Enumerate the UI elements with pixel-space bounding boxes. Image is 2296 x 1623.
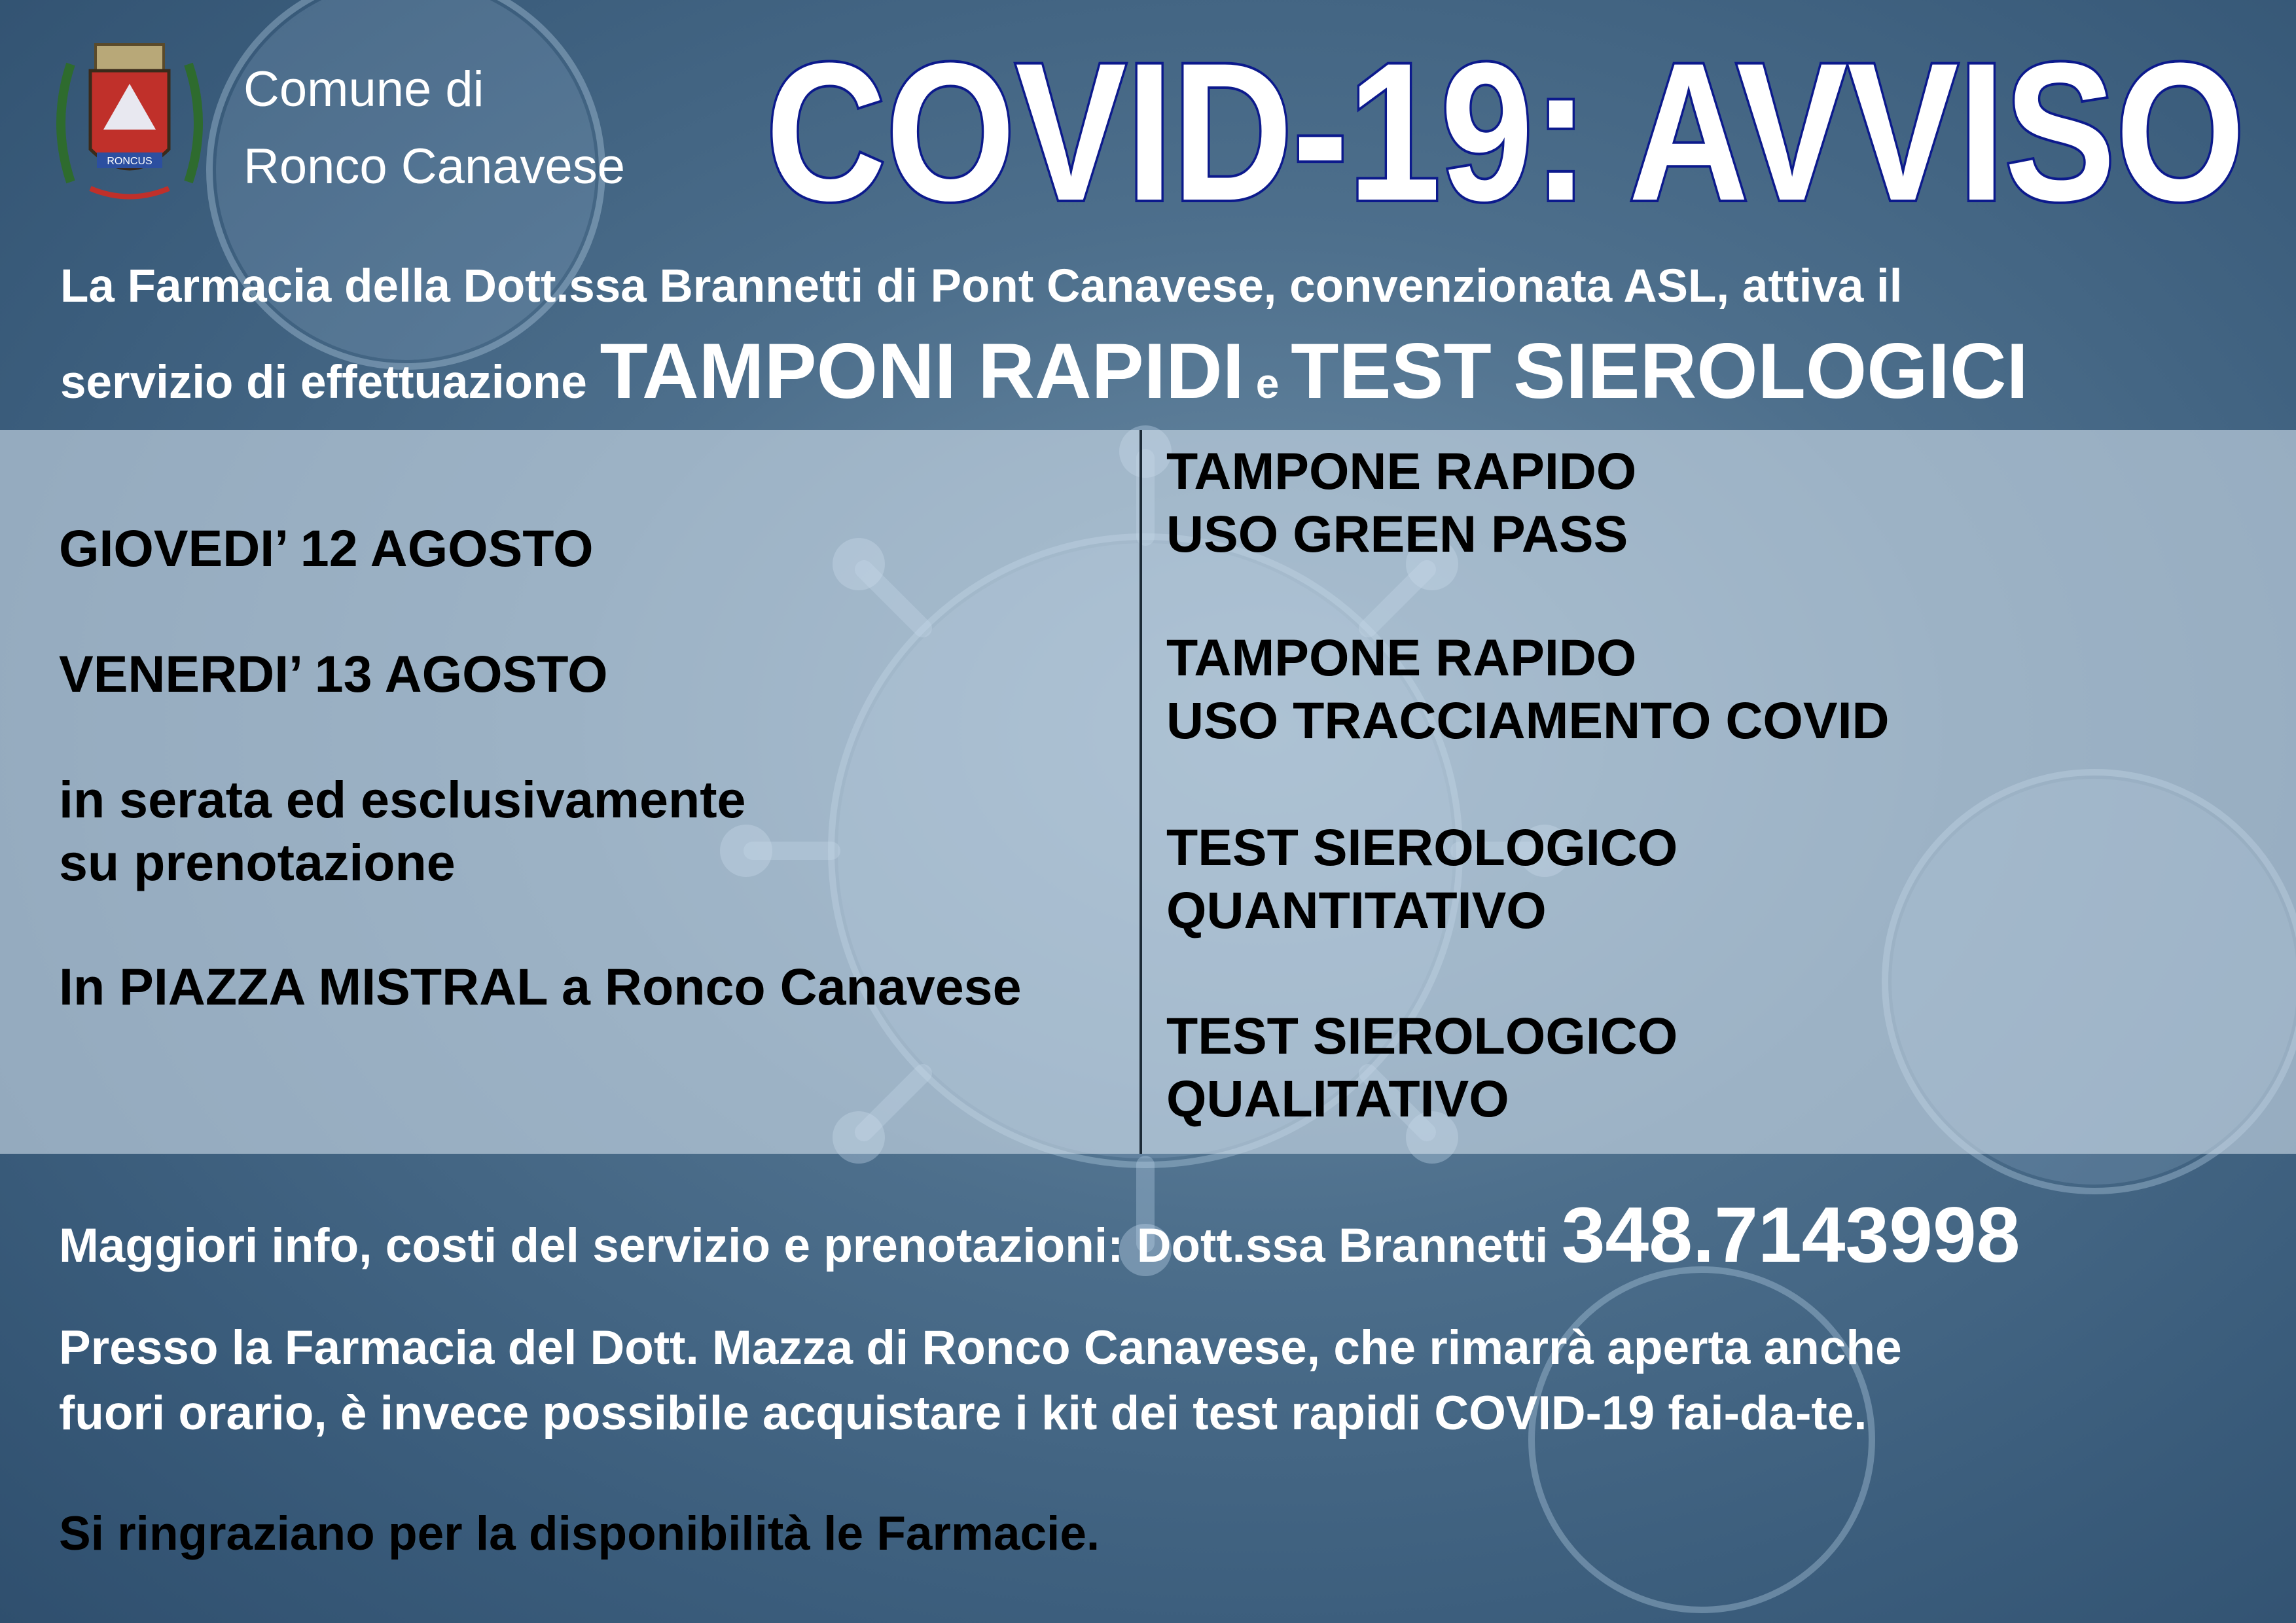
intro-line2-prefix: servizio di effettuazione <box>60 357 600 408</box>
svg-text:RONCUS: RONCUS <box>107 156 152 167</box>
phone-number[interactable]: 348.7143998 <box>1561 1191 2020 1279</box>
schedule-day2: VENERDI’ 13 AGOSTO <box>59 645 608 703</box>
conjunction-e: e <box>1244 360 1291 407</box>
intro-text <box>60 254 2028 433</box>
schedule-note-line1: in serata ed esclusivamente <box>59 770 746 829</box>
service-line1: TEST SIEROLOGICO <box>1166 1007 1678 1065</box>
comune-name <box>243 51 625 205</box>
service-line1: TAMPONE RAPIDO <box>1166 628 1637 687</box>
booking-info <box>59 1190 2020 1280</box>
service-item <box>1166 626 1890 752</box>
schedule-note-line2: su prenotazione <box>59 833 456 891</box>
test-sierologici-heading: TEST SIEROLOGICI <box>1291 327 2028 415</box>
pharmacy-kit-info <box>59 1315 1902 1446</box>
booking-info-text: Maggiori info, costi del servizio e prenotazioni: Dott.ssa Brannetti <box>59 1219 1562 1272</box>
thanks-text: Si ringraziano per la disponibilità le Farmacie. <box>59 1507 1100 1560</box>
service-item <box>1166 816 1677 942</box>
comune-line2: Ronco Canavese <box>243 139 626 194</box>
schedule-location: In PIAZZA MISTRAL a Ronco Canavese <box>59 957 1022 1016</box>
service-line1: TAMPONE RAPIDO <box>1166 442 1637 500</box>
column-divider <box>1139 430 1142 1154</box>
service-item <box>1166 440 1636 565</box>
service-line1: TEST SIEROLOGICO <box>1166 818 1678 876</box>
schedule-day1: GIOVEDI’ 12 AGOSTO <box>59 519 594 577</box>
intro-line1: La Farmacia della Dott.ssa Brannetti di Pont Canavese, convenzionata ASL, attiva il <box>60 260 1903 312</box>
intro-line2 <box>60 322 2028 433</box>
pharmacy-kit-line2: fuori orario, è invece possibile acquistare i kit dei test rapidi COVID-19 fai-da-te. <box>59 1387 1867 1440</box>
service-line2: USO TRACCIAMENTO COVID <box>1166 691 1890 749</box>
tamponi-rapidi-heading: TAMPONI RAPIDI <box>600 327 1244 415</box>
page-title <box>753 26 2258 223</box>
svg-text:COVID-19: AVVISO: COVID-19: AVVISO <box>766 26 2245 223</box>
service-line2: QUALITATIVO <box>1166 1069 1509 1128</box>
service-line2: USO GREEN PASS <box>1166 505 1628 563</box>
service-line2: QUANTITATIVO <box>1166 881 1547 939</box>
service-item <box>1166 1005 1677 1130</box>
pharmacy-kit-line1: Presso la Farmacia del Dott. Mazza di Ronco Canavese, che rimarrà aperta anche <box>59 1321 1902 1374</box>
municipal-crest-icon <box>51 25 208 208</box>
comune-line1: Comune di <box>243 62 484 117</box>
